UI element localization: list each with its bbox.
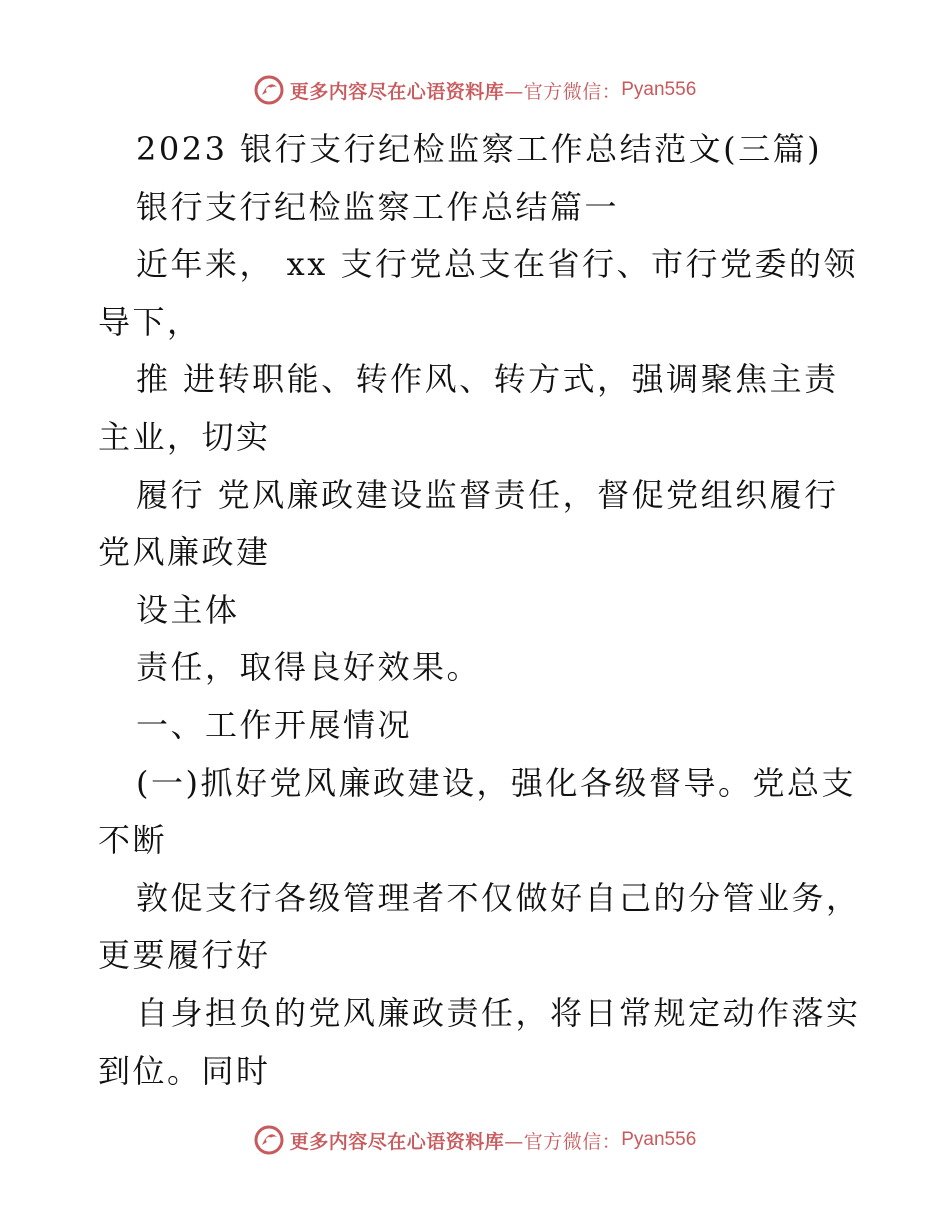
swirl-logo-icon <box>254 1125 284 1155</box>
paragraph-line: 不断 <box>98 821 168 860</box>
paragraph-line: 到位。同时 <box>98 1051 271 1090</box>
paragraph-line: 主业，切实 <box>98 417 271 456</box>
banner-site-text: 更多内容尽在心语资料库 <box>289 80 505 103</box>
paragraph-line: 近年来， xx 支行党总支在省行、市行党委的领 <box>136 245 858 284</box>
banner-wechat-id: Pyan556 <box>621 79 697 100</box>
document-body <box>98 121 861 1100</box>
footer-banner <box>0 1120 950 1160</box>
section-heading: 银行支行纪检监察工作总结篇一 <box>136 187 620 226</box>
header-banner <box>0 70 950 110</box>
paragraph-line: (一)抓好党风廉政建设，强化各级督导。党总支 <box>136 763 856 802</box>
banner-site-text: 更多内容尽在心语资料库 <box>289 1130 505 1153</box>
subsection-heading: 一、工作开展情况 <box>136 705 413 744</box>
paragraph-line: 责任，取得良好效果。 <box>136 648 482 687</box>
paragraph-line: 自身担负的党风廉政责任，将日常规定动作落实 <box>136 993 861 1032</box>
banner-wechat-id: Pyan556 <box>621 1129 697 1150</box>
swirl-logo-icon <box>254 75 284 105</box>
paragraph-line: 履行 党风廉政建设监督责任，督促党组织履行 <box>136 475 839 514</box>
banner-wechat-label: —官方微信： <box>504 1130 622 1153</box>
banner-wechat-label: —官方微信： <box>504 80 622 103</box>
paragraph-line: 更要履行好 <box>98 936 271 975</box>
paragraph-line: 党风廉政建 <box>98 533 271 572</box>
paragraph-line: 敦促支行各级管理者不仅做好自己的分管业务， <box>136 878 861 917</box>
paragraph-line: 推 进转职能、转作风、转方式，强调聚焦主责 <box>136 360 839 399</box>
paragraph-line: 导下， <box>98 302 202 341</box>
document-title: 2023 银行支行纪检监察工作总结范文(三篇) <box>136 130 823 168</box>
paragraph-line: 设主体 <box>136 590 240 629</box>
